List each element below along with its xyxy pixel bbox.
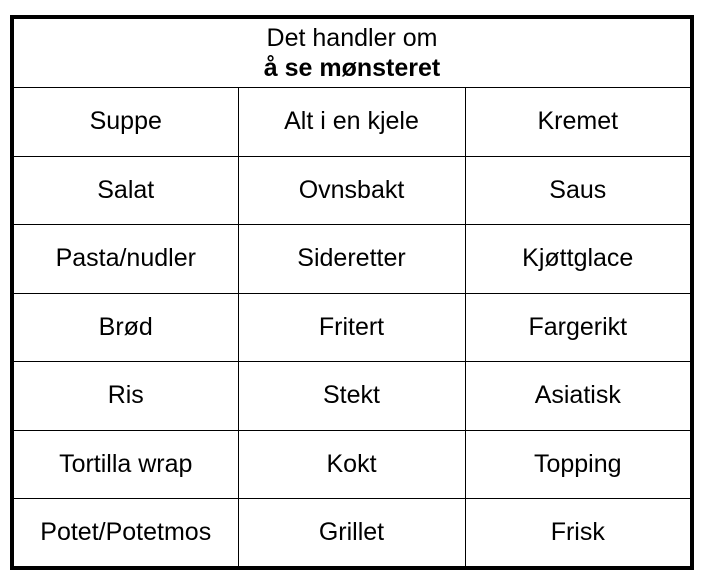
table-row — [14, 156, 690, 225]
table-cell: Frisk — [465, 499, 690, 566]
table-cell: Tortilla wrap — [14, 430, 238, 499]
table-cell: Stekt — [238, 362, 465, 431]
header-subtitle: å se mønsteret — [263, 54, 441, 82]
table-cell: Alt i en kjele — [238, 88, 465, 157]
table-row — [14, 88, 690, 157]
table-header — [14, 19, 690, 88]
table-cell: Grillet — [238, 499, 465, 566]
table-cell: Potet/Potetmos — [14, 499, 238, 566]
pattern-table-frame — [10, 15, 694, 570]
table-cell: Pasta/nudler — [14, 225, 238, 294]
table-row — [14, 430, 690, 499]
table-cell: Sideretter — [238, 225, 465, 294]
table-row — [14, 293, 690, 362]
table-cell: Topping — [465, 430, 690, 499]
table-cell: Kokt — [238, 430, 465, 499]
table-row — [14, 225, 690, 294]
table-cell: Brød — [14, 293, 238, 362]
table-cell: Kremet — [465, 88, 690, 157]
header-title: Det handler om — [266, 24, 438, 52]
table-cell: Saus — [465, 156, 690, 225]
table-header-row — [14, 19, 690, 88]
table-cell: Ris — [14, 362, 238, 431]
table-cell: Fritert — [238, 293, 465, 362]
table-cell: Fargerikt — [465, 293, 690, 362]
pattern-table — [14, 19, 690, 566]
table-cell: Kjøttglace — [465, 225, 690, 294]
table-cell: Salat — [14, 156, 238, 225]
table-row — [14, 499, 690, 566]
table-row — [14, 362, 690, 431]
table-cell: Asiatisk — [465, 362, 690, 431]
table-cell: Suppe — [14, 88, 238, 157]
table-cell: Ovnsbakt — [238, 156, 465, 225]
